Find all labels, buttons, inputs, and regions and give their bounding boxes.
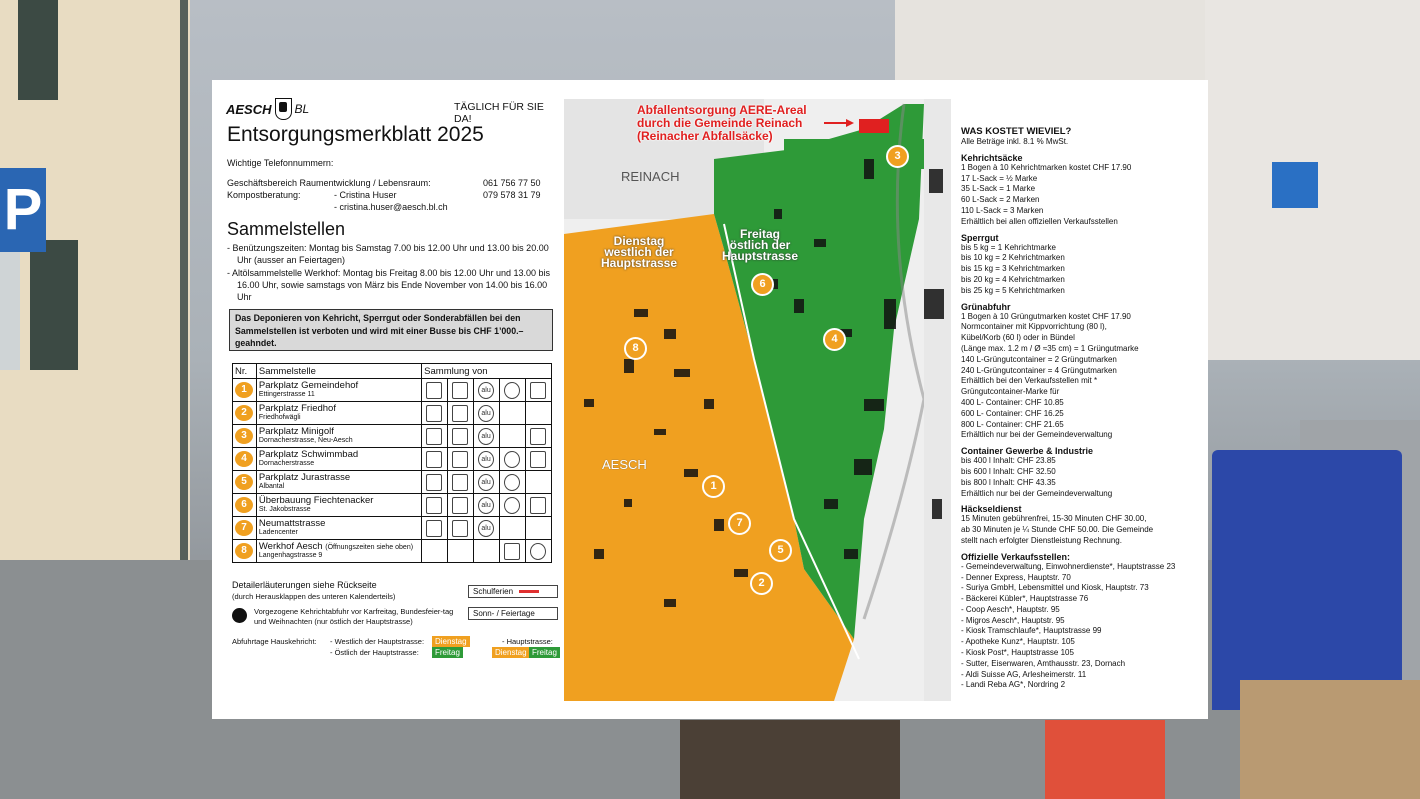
price-line: - Migros Aesch*, Hauptstr. 95 [961,615,1065,625]
abfuhr-legend: Abfuhrtage Hauskehricht: - Westlich der Hauptstrasse: Dienstag - Östlich der Hauptstrasse: Freitag - Hauptstrasse: Dienstag Freitag [232,636,562,647]
price-line: 15 Minuten gebührenfrei, 15-30 Minuten CHF 30.00, [961,514,1147,524]
oil-icon [452,382,468,399]
price-line: bis 15 kg = 3 Kehrichtmarken [961,264,1065,274]
alu-icon: alu [478,474,494,491]
price-line: 17 L-Sack = ½ Marke [961,173,1038,183]
oil-icon [452,497,468,514]
tin-icon [504,497,520,514]
map-areas [564,99,951,701]
price-line: - Bäckerei Kübler*, Hauptstrasse 76 [961,594,1089,604]
oil-icon [452,520,468,537]
oil-icon [452,474,468,491]
battery-icon [504,543,520,560]
contacts: Wichtige Telefonnummern: Geschäftsbereich Raumentwicklung / Lebensraum: 061 756 77 50 Kompostberatung: - Cristina Huser 079 578 31 79 - cristina.huser@aesch.bl.ch [227,158,541,212]
opening-rules: - Benützungszeiten: Montag bis Samstag 7.00 bis 12.00 Uhr und 13.00 bis 20.00 Uhr (ausser an Feiertagen) - Altölsammelstelle Werkhof: Montag bis Freitag 8.00 bis 12.00 Uhr und 13.00 bis 16.00 Uhr, sowie samstags von März bis Ende November von 14.00 bis 16.00 Uhr [227,243,550,302]
price-line: - Apotheke Kunz*, Hauptstr. 105 [961,637,1075,647]
town-aesch: AESCH [602,457,647,472]
cardboard-boxes [1240,680,1420,799]
textile-icon [530,382,546,399]
price-line: - Gemeindeverwaltung, Einwohnerdienste*, Hauptstrasse 23 [961,561,1176,571]
glass-icon [426,497,442,514]
aere-area-note: Abfallentsorgung AERE-Areal durch die Gemeinde Reinach (Reinacher Abfallsäcke) [637,103,807,143]
flyer-sheet [212,80,1208,719]
tagline: TÄGLICH FÜR SIE DA! [454,101,544,125]
west-zone-label: Dienstag westlich der Hauptstrasse [600,234,678,270]
map-marker-7: 7 [728,512,751,535]
price-line: - Sutter, Eisenwaren, Amthausstr. 23, Dornach [961,658,1126,668]
map-marker-1: 1 [702,475,725,498]
price-section-title: Container Gewerbe & Industrie [961,446,1094,457]
oil-icon [452,451,468,468]
warning-box: Das Deponieren von Kehricht, Sperrgut oder Sonderabfällen bei den Sammelstellen ist verboten und wird mit einer Busse bis CHF 1’000.– geahndet. [229,309,553,351]
vorgezogen-note: Vorgezogene Kehrichtabfuhr vor Karfreitag, Bundesfeier-tag und Weihnachten (nur östlich der Hauptstrasse) [254,607,454,626]
glass-icon [426,451,442,468]
alu-icon: alu [478,428,494,445]
price-line: 400 L- Container: CHF 10.85 [961,397,1064,407]
price-line: bis 20 kg = 4 Kehrichtmarken [961,274,1065,284]
price-section-title: Grünabfuhr [961,301,1011,312]
map [564,99,951,701]
glass-icon [426,474,442,491]
price-line: 140 L-Grüngutcontainer = 2 Grüngutmarken [961,354,1117,364]
table-row: 2 Parkplatz Friedhof Friedhofwägli alu [233,402,552,425]
price-line: - Kiosk Post*, Hauptstrasse 105 [961,648,1074,658]
tin-icon [504,451,520,468]
price-line: 240 L-Grüngutcontainer = 4 Grüngutmarken [961,365,1117,375]
tin-icon [504,474,520,491]
alu-icon: alu [478,382,494,399]
textile-icon [530,451,546,468]
price-line: bis 400 l Inhalt: CHF 23.85 [961,456,1056,466]
tin-icon [504,382,520,399]
price-line: 1 Bogen à 10 Grüngutmarken kostet CHF 17.90 [961,311,1131,321]
price-line: bis 800 l Inhalt: CHF 43.35 [961,477,1056,487]
coat-of-arms-icon [275,98,292,120]
collection-table: Nr. Sammelstelle Sammlung von 1 Parkplatz Gemeindehof Ettingerstrasse 11 alu 2 Parkplatz Friedhof Friedhofwägli alu 3 Parkplatz Minigolf Dornacherstrasse, Neu-Aesch alu 4 Parkplatz Schwimmbad Dornacherstrasse alu 5 Parkplatz Jurastrasse Albantal alu 6 Überbauung Fiechtenacker St. Jakobstrasse alu 7 Neumattstrasse Ladencenter alu 8 Werkhof Aesch (Öffnungszeiten siehe oben) Langenhagstrasse 9 [232,363,552,563]
table-row: 5 Parkplatz Jurastrasse Albantal alu [233,471,552,494]
price-line: bis 5 kg = 1 Kehrichtmarke [961,242,1056,252]
table-row: 6 Überbauung Fiechtenacker St. Jakobstrasse alu [233,494,552,517]
east-zone-label: Freitag östlich der Hauptstrasse [721,227,799,263]
table-row: 3 Parkplatz Minigolf Dornacherstrasse, Neu-Aesch alu [233,425,552,448]
price-line: - Kiosk Tramschlaufe*, Hauptstrasse 99 [961,626,1102,636]
table-row: 7 Neumattstrasse Ladencenter alu [233,517,552,540]
price-line: (Länge max. 1.2 m / Ø ≈35 cm) = 1 Grüngutmarke [961,343,1139,353]
glass-icon [426,405,442,422]
price-line: 800 L- Container: CHF 21.65 [961,419,1064,429]
price-line: Grüngutcontainer-Marke für [961,387,1060,397]
alu-icon: alu [478,497,494,514]
price-line: Erhältlich bei den Verkaufsstellen mit * [961,376,1098,386]
map-marker-5: 5 [769,539,792,562]
price-line: bis 25 kg = 5 Kehrichtmarken [961,285,1065,295]
building-left [0,0,190,560]
price-line: bis 10 kg = 2 Kehrichtmarken [961,253,1065,263]
map-marker-2: 2 [750,572,773,595]
price-line: bis 600 l Inhalt: CHF 32.50 [961,466,1056,476]
price-line: ab 30 Minuten je ¼ Stunde CHF 50.00. Die Gemeinde [961,525,1154,535]
price-line: Erhältlich bei allen offiziellen Verkaufsstellen [961,216,1118,226]
map-marker-6: 6 [751,273,774,296]
price-line: 110 L-Sack = 3 Marken [961,205,1044,215]
footnotes: Detailerläuterungen siehe Rückseite (durch Herausklappen des unteren Kalenderteils) [232,580,396,601]
textile-icon [530,497,546,514]
price-line: stellt nach erfolgter Dienstleistung Rechnung. [961,535,1122,545]
table-row: 1 Parkplatz Gemeindehof Ettingerstrasse 11 alu [233,379,552,402]
table-row: 4 Parkplatz Schwimmbad Dornacherstrasse alu [233,448,552,471]
price-section-title: Sperrgut [961,232,999,243]
price-line: - Coop Aesch*, Hauptstr. 95 [961,604,1060,614]
oil-icon [452,405,468,422]
alu-icon: alu [478,451,494,468]
price-line: - Suriya GmbH, Lebensmittel und Kiosk, Hauptstr. 73 [961,583,1149,593]
left-column [212,80,562,719]
price-line: Erhältlich nur bei der Gemeindeverwaltung [961,488,1113,498]
price-line: - Denner Express, Hauptstr. 70 [961,572,1071,582]
blue-bin [1212,450,1402,710]
price-list: WAS KOSTET WIEVIEL? Alle Beträge inkl. 8.1 % MwSt. Kehrichtsäcke 1 Bogen à 10 Kehrichtmarken kostet CHF 17.90 17 L-Sack = ½ Marke 35 L-Sack = 1 Marke 60 L-Sack = 2 Marken 110 L-Sack = 3 Marken Erhältlich bei allen offiziellen Verkaufsstellen Sperrgut bis 5 kg = 1 Kehrichtmarke bis 10 kg = 2 Kehrichtmarken bis 15 kg = 3 Kehrichtmarken bis 20 kg = 4 Kehrichtmarken bis 25 kg = 5 Kehrichtmarken Grünabfuhr 1 Bogen à 10 Grüngutmarken kostet CHF 17.90 Normcontainer mit Kippvorrichtung (80 l), Kübel/Korb (60 l) oder in Bündel (Länge max. 1.2 m / Ø ≈35 cm) = 1 Grüngutmarke 140 L-Grüngutcontainer = 2 Grüngutmarken 240 L-Grüngutcontainer = 4 Grüngutmarken Erhältlich bei den Verkaufsstellen mit * Grüngutcontainer-Marke für 400 L- Container: CHF 10.85 600 L- Container: CHF 16.25 800 L- Container: CHF 21.65 Erhältlich nur bei der Gemeindeverwaltung Container Gewerbe & Industrie bis 400 l Inhalt: CHF 23.85 bis 600 l Inhalt: CHF 32.50 bis 800 l Inhalt: CHF 43.35 Erhältlich nur bei der Gemeindeverwaltung Häckseldienst 15 Minuten gebührenfrei, 15-30 Minuten CHF 30.00, ab 30 Minuten je ¼ Stunde CHF 50.00. Die Gemeinde stellt nach erfolgter Dienstleistung Rechnung. Offizielle Verkaufsstellen: - Gemeindeverwaltung, Einwohnerdienste*, Hauptstrasse 23 - Denner Express, Hauptstr. 70 - Suriya GmbH, Lebensmittel und Kiosk, Hauptstr. 73 - Bäckerei Kübler*, Hauptstrasse 76 - Coop Aesch*, Hauptstr. 95 - Migros Aesch*, Hauptstr. 95 - Kiosk Tramschlaufe*, Hauptstrasse 99 - Apotheke Kunz*, Hauptstr. 105 - Kiosk Post*, Hauptstrasse 105 - Sutter, Eisenwaren, Amthausstr. 23, Dornach - Aldi Suisse AG, Arlesheimerstr. 11 - Landi Reba AG*, Nordring 2 [961,126,1201,691]
glass-icon [426,520,442,537]
price-line: 35 L-Sack = 1 Marke [961,184,1036,194]
price-line: Normcontainer mit Kippvorrichtung (80 l), [961,322,1107,332]
price-line: - Landi Reba AG*, Nordring 2 [961,680,1066,690]
price-line: 600 L- Container: CHF 16.25 [961,408,1064,418]
page-title: Entsorgungsmerkblatt 2025 [227,123,484,146]
price-line: Kübel/Korb (60 l) oder in Bündel [961,333,1075,343]
price-section-title: Häckseldienst [961,504,1022,515]
map-marker-3: 3 [886,145,909,168]
alu-icon: alu [478,520,494,537]
price-line: - Aldi Suisse AG, Arlesheimerstr. 11 [961,669,1087,679]
oil-drop-icon [530,543,546,560]
map-marker-4: 4 [823,328,846,351]
map-marker-8: 8 [624,337,647,360]
legend-schulferien: Schulferien [468,585,558,598]
glass-icon [426,382,442,399]
parking-sign: P [0,168,46,252]
legend-feiertage: Sonn- / Feiertage [468,607,558,620]
alu-icon: alu [478,405,494,422]
price-section-title: Offizielle Verkaufsstellen: [961,551,1071,562]
price-line: Erhältlich nur bei der Gemeindeverwaltung [961,430,1113,440]
oil-icon [452,428,468,445]
price-section-title: Kehrichtsäcke [961,152,1023,163]
town-reinach: REINACH [621,169,680,184]
red-bar-icon [519,590,539,593]
price-line: 1 Bogen à 10 Kehrichtmarken kostet CHF 17.90 [961,162,1132,172]
crosswalk-sign [1272,162,1318,208]
sammelstellen-heading: Sammelstellen [227,219,346,239]
price-line: 60 L-Sack = 2 Marken [961,195,1040,205]
trash-bag-icon [232,608,247,623]
textile-icon [530,428,546,445]
glass-icon [426,428,442,445]
aesch-logo: AESCH BL [226,98,309,120]
table-row: 8 Werkhof Aesch (Öffnungszeiten siehe oben) Langenhagstrasse 9 [233,540,552,563]
